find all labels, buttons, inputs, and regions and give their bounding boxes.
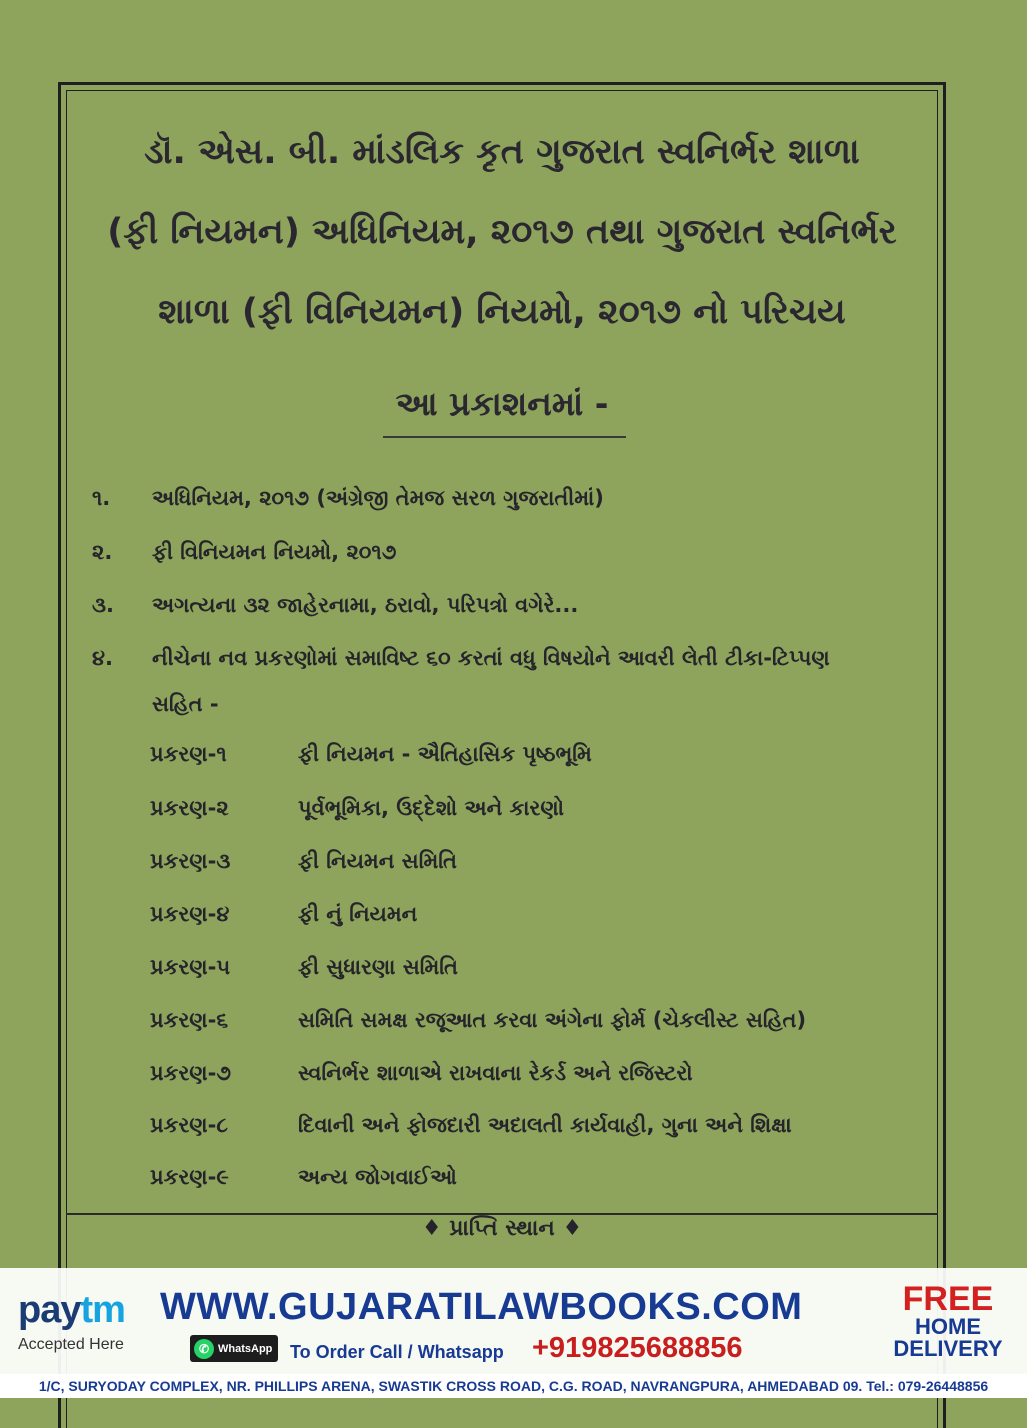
list-text: અધિનિયમ, ૨૦૧૭ (અંગ્રેજી તેમજ સરળ ગુજરાતીમાં) <box>152 486 604 510</box>
chapter-text: સ્વનિર્ભર શાળાએ રાખવાના રેકર્ડ અને રજિસ્ટરો <box>298 1061 693 1085</box>
home-text: HOME <box>915 1314 981 1339</box>
chapter-text: પૂર્વભૂમિકા, ઉદ્દેશો અને કારણો <box>298 796 564 820</box>
chapter-label: પ્રકરણ-૧ <box>150 742 227 766</box>
order-text: To Order Call / Whatsapp <box>290 1342 504 1362</box>
heading-underline <box>383 436 626 438</box>
chapter-label: પ્રકરણ-૭ <box>150 1061 231 1085</box>
chapter-text: ફી નિયમન સમિતિ <box>298 849 457 873</box>
whatsapp-badge <box>190 1335 278 1362</box>
chapter-text: દિવાની અને ફોજદારી અદાલતી કાર્યવાહી, ગુના અને શિક્ષા <box>298 1113 792 1137</box>
free-text: FREE <box>902 1280 994 1318</box>
list-number: ૪. <box>92 646 113 670</box>
title-line-2: (ફી નિયમન) અધિનિયમ, ૨૦૧૭ તથા ગુજરાત સ્વનિર્ભર <box>107 212 897 252</box>
list-number: ૧. <box>92 486 111 510</box>
address-line: 1/C, SURYODAY COMPLEX, NR. PHILLIPS ARENA, SWASTIK CROSS ROAD, C.G. ROAD, NAVRANGPURA, AHMEDABAD 09. Tel.: 079-26448856 <box>0 1374 1027 1398</box>
chapter-text: અન્ય જોગવાઈઓ <box>298 1165 457 1189</box>
paytm-pay: pay <box>18 1289 81 1331</box>
list-text: નીચેના નવ પ્રકરણોમાં સમાવિષ્ટ ૬૦ કરતાં વધુ વિષયોને આવરી લેતી ટીકા-ટિપ્પણ <box>152 646 830 670</box>
chapter-label: પ્રકરણ-૫ <box>150 955 231 979</box>
chapter-label: પ્રકરણ-૩ <box>150 849 231 873</box>
whatsapp-icon: ✆ <box>194 1339 214 1359</box>
chapter-label: પ્રકરણ-૬ <box>150 1008 229 1032</box>
title-line-1: ડૉ. એસ. બી. માંડલિક કૃત ગુજરાત સ્વનિર્ભર શાળા <box>144 132 860 172</box>
chapter-text: ફી નું નિયમન <box>298 902 418 926</box>
chapter-text: ફી નિયમન - ઐતિહાસિક પૃષ્ઠભૂમિ <box>298 742 592 766</box>
list-text: સહિત - <box>152 692 219 716</box>
book-title <box>70 112 934 352</box>
list-number: ૨. <box>92 540 113 564</box>
paytm-accepted-text: Accepted Here <box>18 1336 124 1353</box>
contents-heading: આ પ્રકાશનમાં - <box>395 384 609 423</box>
list-text: ફી વિનિયમન નિયમો, ૨૦૧૭ <box>152 540 397 564</box>
phone-number[interactable]: +919825688856 <box>532 1332 743 1364</box>
list-text: અગત્યના ૩૨ જાહેરનામા, ઠરાવો, પરિપત્રો વગેરે... <box>152 593 579 617</box>
chapter-label: પ્રકરણ-૮ <box>150 1113 228 1137</box>
website-link[interactable]: WWW.GUJARATILAWBOOKS.COM <box>160 1286 803 1328</box>
section-divider <box>66 1213 938 1215</box>
chapter-text: સમિતિ સમક્ષ રજૂઆત કરવા અંગેના ફોર્મ (ચેકલીસ્ટ સહિત) <box>298 1008 807 1032</box>
delivery-text: DELIVERY <box>893 1336 1003 1361</box>
chapter-label: પ્રકરણ-૨ <box>150 796 229 820</box>
availability-heading: ♦ પ્રાપ્તિ સ્થાન ♦ <box>421 1216 583 1241</box>
paytm-logo <box>18 1288 138 1354</box>
title-line-3: શાળા (ફી વિનિયમન) નિયમો, ૨૦૧૭ નો પરિચય <box>158 292 846 332</box>
paytm-tm: tm <box>80 1289 125 1331</box>
chapter-label: પ્રકરણ-૯ <box>150 1165 229 1189</box>
free-delivery-badge <box>888 1282 1008 1360</box>
chapter-text: ફી સુધારણા સમિતિ <box>298 955 458 979</box>
list-number: ૩. <box>92 593 114 617</box>
whatsapp-label: WhatsApp <box>218 1342 273 1355</box>
chapter-label: પ્રકરણ-૪ <box>150 902 230 926</box>
